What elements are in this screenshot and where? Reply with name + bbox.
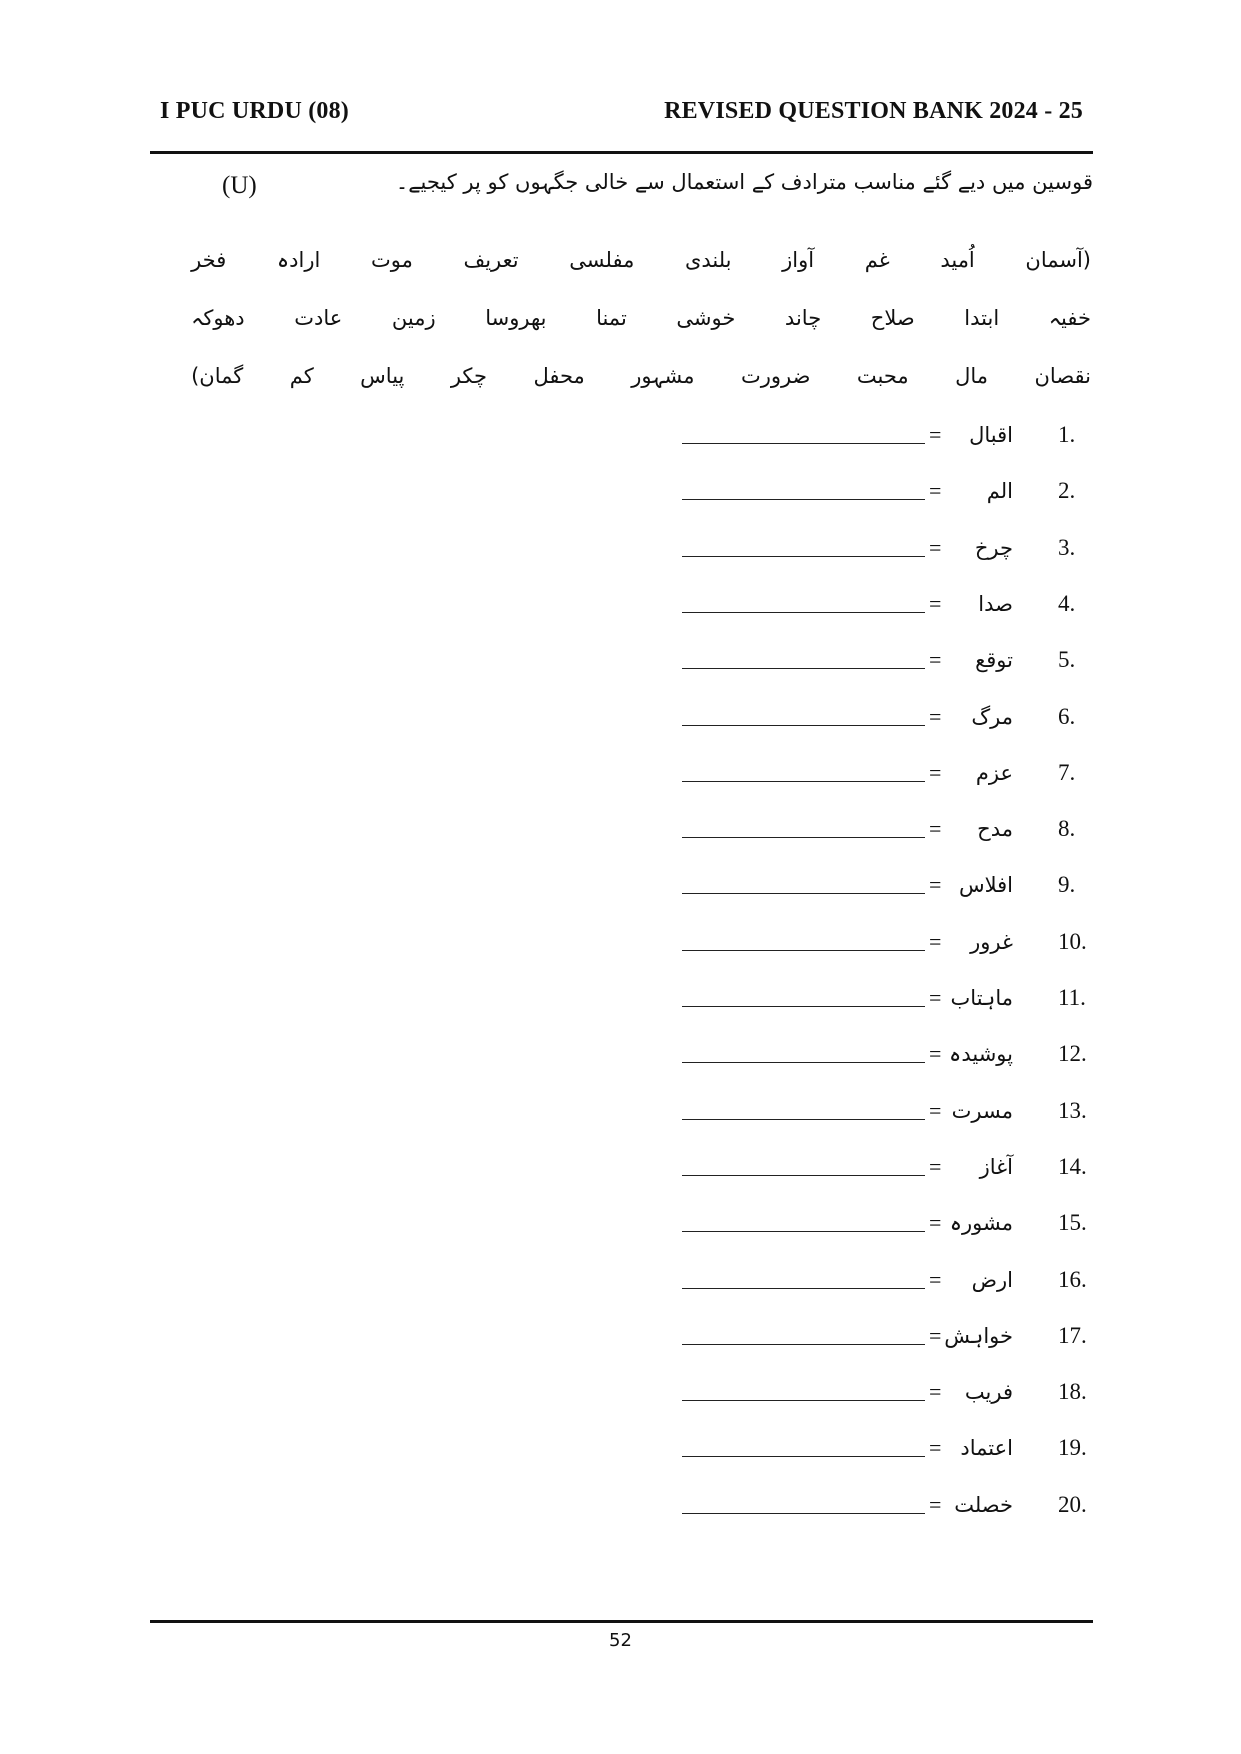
equals-sign: =	[929, 422, 942, 447]
question-number: 9.	[1058, 872, 1076, 898]
answer-blank[interactable]	[682, 1119, 925, 1120]
word-bank-item: ضرورت	[740, 364, 811, 388]
question-row	[0, 415, 1241, 455]
word-bank-item: گمان)	[191, 364, 244, 388]
question-number: 15.	[1058, 1210, 1087, 1236]
equals-sign: =	[929, 1153, 942, 1179]
instruction-text: قوسین میں دیے گئے مناسب مترادف کے استعمال سے خالی جگہوں کو پر کیجیے۔	[395, 170, 1093, 194]
answer-blank[interactable]	[682, 1231, 925, 1232]
question-number: 17.	[1058, 1322, 1087, 1348]
question-word: فریب	[964, 1380, 1013, 1405]
question-row	[0, 978, 1241, 1018]
equals-sign: =	[929, 985, 942, 1010]
word-bank-item: آواز	[782, 248, 815, 272]
word-bank-row-3	[191, 364, 1091, 388]
question-word: ماہتاب	[950, 986, 1013, 1010]
word-bank-item: عادت	[294, 306, 343, 330]
word-bank-item: مفلسی	[569, 248, 635, 272]
level-tag: (U)	[222, 172, 257, 199]
word-bank-row-1	[191, 248, 1091, 272]
question-row	[0, 1034, 1241, 1074]
page-number: 52	[609, 1630, 632, 1651]
question-number: 5.	[1058, 647, 1076, 673]
equals-sign: =	[929, 872, 942, 898]
answer-blank[interactable]	[682, 837, 925, 838]
equals-sign: =	[929, 1210, 942, 1236]
question-number: 8.	[1058, 816, 1076, 842]
question-number: 3.	[1058, 534, 1076, 560]
answer-blank[interactable]	[682, 443, 925, 444]
word-bank-item: صلاح	[870, 306, 915, 330]
question-word: خصلت	[954, 1492, 1013, 1517]
word-bank-item: غم	[864, 248, 890, 272]
word-bank-item: محفل	[533, 364, 585, 388]
question-number: 13.	[1058, 1097, 1087, 1123]
question-number: 2.	[1058, 478, 1076, 504]
equals-sign: =	[929, 647, 942, 673]
word-bank-item: بھروسا	[485, 306, 547, 330]
equals-sign: =	[929, 478, 942, 504]
question-row	[0, 1372, 1241, 1412]
question-word: خواہش	[944, 1323, 1013, 1348]
answer-blank[interactable]	[682, 1513, 925, 1514]
equals-sign: =	[929, 1097, 942, 1123]
question-word: ارض	[971, 1267, 1013, 1292]
question-row	[0, 1428, 1241, 1468]
equals-sign: =	[929, 534, 942, 560]
equals-sign: =	[929, 1041, 942, 1067]
word-bank-item: اُمید	[940, 248, 975, 272]
question-word: مدح	[977, 817, 1013, 842]
question-word: مشورہ	[949, 1211, 1013, 1236]
equals-sign: =	[929, 1322, 942, 1348]
question-row	[0, 528, 1241, 568]
word-bank-item: زمین	[391, 306, 436, 330]
answer-blank[interactable]	[682, 612, 925, 613]
question-row	[0, 584, 1241, 624]
question-number: 6.	[1058, 703, 1076, 729]
question-word: غرور	[970, 929, 1013, 954]
word-bank-item: دھوکہ	[191, 306, 245, 330]
equals-sign: =	[929, 1266, 942, 1292]
equals-sign: =	[929, 590, 942, 616]
question-number: 20.	[1058, 1491, 1087, 1517]
answer-blank[interactable]	[682, 668, 925, 669]
word-bank-item: تمنا	[596, 306, 627, 330]
word-bank-item: موت	[370, 248, 413, 272]
equals-sign: =	[929, 816, 942, 842]
equals-sign: =	[929, 1435, 942, 1461]
equals-sign: =	[929, 759, 942, 785]
header-rule	[150, 151, 1093, 154]
question-row	[0, 865, 1241, 905]
word-bank-row-2	[191, 306, 1091, 330]
question-word: اعتماد	[960, 1436, 1013, 1461]
question-row	[0, 809, 1241, 849]
question-row	[0, 922, 1241, 962]
question-word: مرگ	[971, 704, 1013, 729]
word-bank-item: چکر	[450, 364, 487, 388]
word-bank-item: کم	[289, 364, 314, 388]
equals-sign: =	[929, 928, 942, 954]
header-right: REVISED QUESTION BANK 2024 - 25	[664, 98, 1083, 124]
question-number: 18.	[1058, 1379, 1087, 1405]
answer-blank[interactable]	[682, 556, 925, 557]
question-row	[0, 1147, 1241, 1187]
word-bank-item: ابتدا	[964, 306, 1000, 330]
question-word: پوشیدہ	[949, 1042, 1013, 1067]
question-number: 11.	[1058, 985, 1086, 1010]
answer-blank[interactable]	[682, 1062, 925, 1063]
question-row	[0, 640, 1241, 680]
question-row	[0, 471, 1241, 511]
word-bank-item: چاند	[784, 306, 822, 330]
word-bank-item: ارادہ	[276, 248, 321, 272]
answer-blank[interactable]	[682, 1288, 925, 1289]
answer-blank[interactable]	[682, 893, 925, 894]
question-row	[0, 1260, 1241, 1300]
word-bank-item: پیاس	[360, 364, 405, 388]
word-bank-item: (آسمان	[1025, 248, 1091, 272]
question-word: اقبال	[969, 423, 1013, 447]
question-row	[0, 697, 1241, 737]
question-word: صدا	[978, 591, 1013, 616]
word-bank-item: خوشی	[676, 306, 736, 330]
word-bank-item: فخر	[191, 248, 227, 272]
answer-blank[interactable]	[682, 725, 925, 726]
question-word: عزم	[975, 760, 1013, 785]
question-number: 16.	[1058, 1266, 1087, 1292]
answer-blank[interactable]	[682, 781, 925, 782]
word-bank-item: مال	[955, 364, 989, 388]
answer-blank[interactable]	[682, 499, 925, 500]
question-number: 19.	[1058, 1435, 1087, 1461]
question-number: 14.	[1058, 1153, 1087, 1179]
question-word: افلاس	[958, 873, 1013, 898]
question-number: 10.	[1058, 928, 1087, 954]
answer-blank[interactable]	[682, 1175, 925, 1176]
footer-rule	[150, 1620, 1093, 1623]
question-row	[0, 1091, 1241, 1131]
question-row	[0, 1316, 1241, 1356]
answer-blank[interactable]	[682, 1006, 925, 1007]
question-word: الم	[986, 479, 1013, 504]
question-number: 7.	[1058, 759, 1076, 785]
equals-sign: =	[929, 1379, 942, 1405]
word-bank-item: محبت	[856, 364, 909, 388]
question-word: چرخ	[974, 535, 1013, 560]
equals-sign: =	[929, 1491, 942, 1517]
word-bank-item: تعریف	[463, 248, 519, 272]
question-word: توقع	[975, 648, 1013, 673]
question-number: 1.	[1058, 422, 1076, 447]
question-number: 12.	[1058, 1041, 1087, 1067]
answer-blank[interactable]	[682, 950, 925, 951]
question-word: آغاز	[979, 1154, 1013, 1179]
word-bank-item: نقصان	[1034, 364, 1091, 388]
question-row	[0, 753, 1241, 793]
equals-sign: =	[929, 703, 942, 729]
answer-blank[interactable]	[682, 1400, 925, 1401]
question-number: 4.	[1058, 590, 1076, 616]
word-bank-item: مشہور	[631, 364, 695, 388]
answer-blank[interactable]	[682, 1456, 925, 1457]
answer-blank[interactable]	[682, 1344, 925, 1345]
question-row	[0, 1485, 1241, 1525]
question-word: مسرت	[951, 1098, 1013, 1123]
word-bank-item: بلندی	[684, 248, 732, 272]
word-bank-item: خفیہ	[1048, 306, 1091, 330]
question-row	[0, 1203, 1241, 1243]
header-left: I PUC URDU (08)	[160, 98, 349, 124]
